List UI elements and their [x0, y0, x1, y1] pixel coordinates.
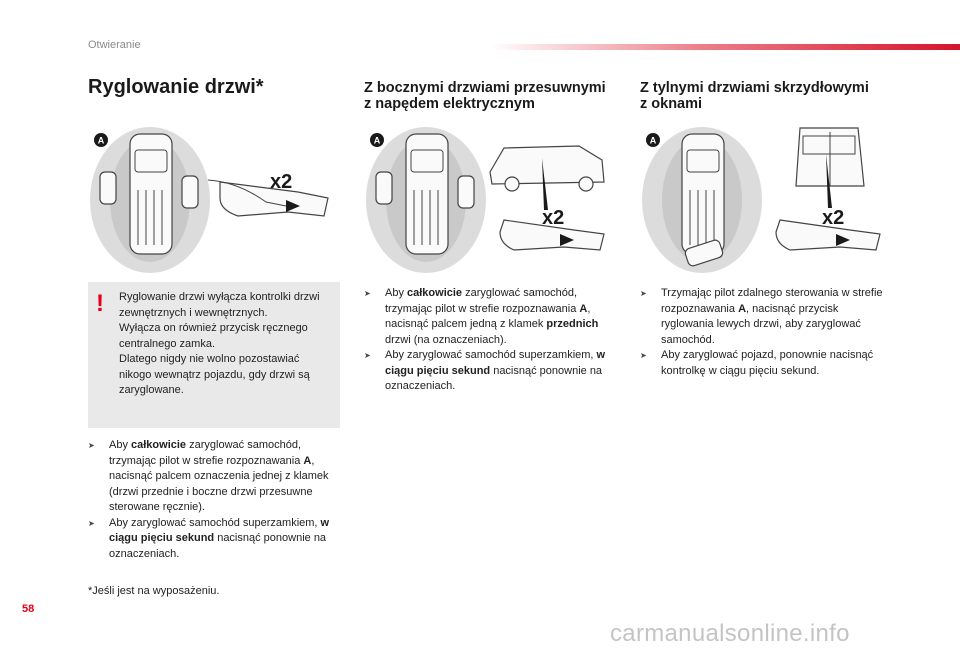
col2-title — [364, 80, 634, 112]
press-twice-label: x2 — [270, 171, 293, 193]
page-number: 58 — [22, 603, 35, 615]
section-title: Otwieranie — [88, 39, 141, 51]
van-top-view — [130, 134, 172, 254]
illustration-electric-sliding-doors — [364, 120, 619, 275]
key-fob-right — [182, 176, 198, 208]
key-fob-left — [100, 172, 116, 204]
col3-title-line2: z oknami — [640, 96, 703, 112]
page-title: Ryglowanie drzwi* — [88, 76, 264, 98]
col1-instructions — [88, 438, 340, 562]
warning-line: Ryglowanie drzwi wyłącza kontrolki drzwi zewnętrznych i wewnętrznych. — [119, 291, 320, 319]
list-item: ➤ Aby całkowicie zaryglować samochód, trzymając pilot w strefie rozpoznawania A, nacisnąć palcem oznaczenia jednej z klamek (drzwi przednie i boczne drzwi przesuwne sterowane ręcznie). — [88, 438, 340, 516]
footnote: *Jeśli jest na wyposażeniu. — [88, 585, 220, 597]
van-top-view — [406, 134, 448, 254]
col2-title-line1: Z bocznymi drzwiami przesuwnymi — [364, 80, 606, 96]
list-item: ➤ Aby całkowicie zaryglować samochód, trzymając pilot w strefie rozpoznawania A, nacisnąć palcem jedną z klamek przednich drzwi (na oznaczeniach). — [364, 286, 619, 348]
svg-text:A: A — [649, 135, 657, 146]
press-twice-label: x2 — [542, 207, 565, 229]
warning-icon: ! — [96, 290, 104, 317]
key-fob-left — [376, 172, 392, 204]
col2-title-line2: z napędem elektrycznym — [364, 96, 535, 112]
list-item: ➤ Aby zaryglować pojazd, ponownie nacisnąć kontrolkę w ciągu pięciu sekund. — [640, 348, 890, 379]
warning-line: Dlatego nigdy nie wolno pozostawiać nikogo wewnątrz pojazdu, gdy drzwi są zaryglowane. — [119, 353, 310, 396]
svg-text:A: A — [97, 135, 105, 146]
svg-text:A: A — [373, 135, 381, 146]
press-twice-label: x2 — [822, 207, 845, 229]
col3-instructions — [640, 286, 890, 379]
col3-title-line1: Z tylnymi drzwiami skrzydłowymi — [640, 80, 869, 96]
col3-title — [640, 80, 910, 112]
list-item: ➤ Trzymając pilot zdalnego sterowania w strefie rozpoznawania A, nacisnąć przycisk ryglowania lewych drzwi, aby zaryglować samochód. — [640, 286, 890, 348]
header-accent-bar — [490, 44, 960, 50]
key-fob-right — [458, 176, 474, 208]
watermark: carmanualsonline.info — [610, 620, 850, 647]
warning-line: Wyłącza on również przycisk ręcznego centralnego zamka. — [119, 322, 308, 350]
warning-text — [119, 290, 333, 399]
illustration-door-locking — [88, 120, 340, 275]
col2-instructions — [364, 286, 619, 395]
list-item: ➤ Aby zaryglować samochód superzamkiem, w ciągu pięciu sekund nacisnąć ponownie na oznaczeniach. — [364, 348, 619, 395]
list-item: ➤ Aby zaryglować samochód superzamkiem, w ciągu pięciu sekund nacisnąć ponownie na oznaczeniach. — [88, 516, 340, 563]
illustration-rear-wing-doors — [640, 120, 892, 275]
van-top-view — [682, 134, 724, 254]
